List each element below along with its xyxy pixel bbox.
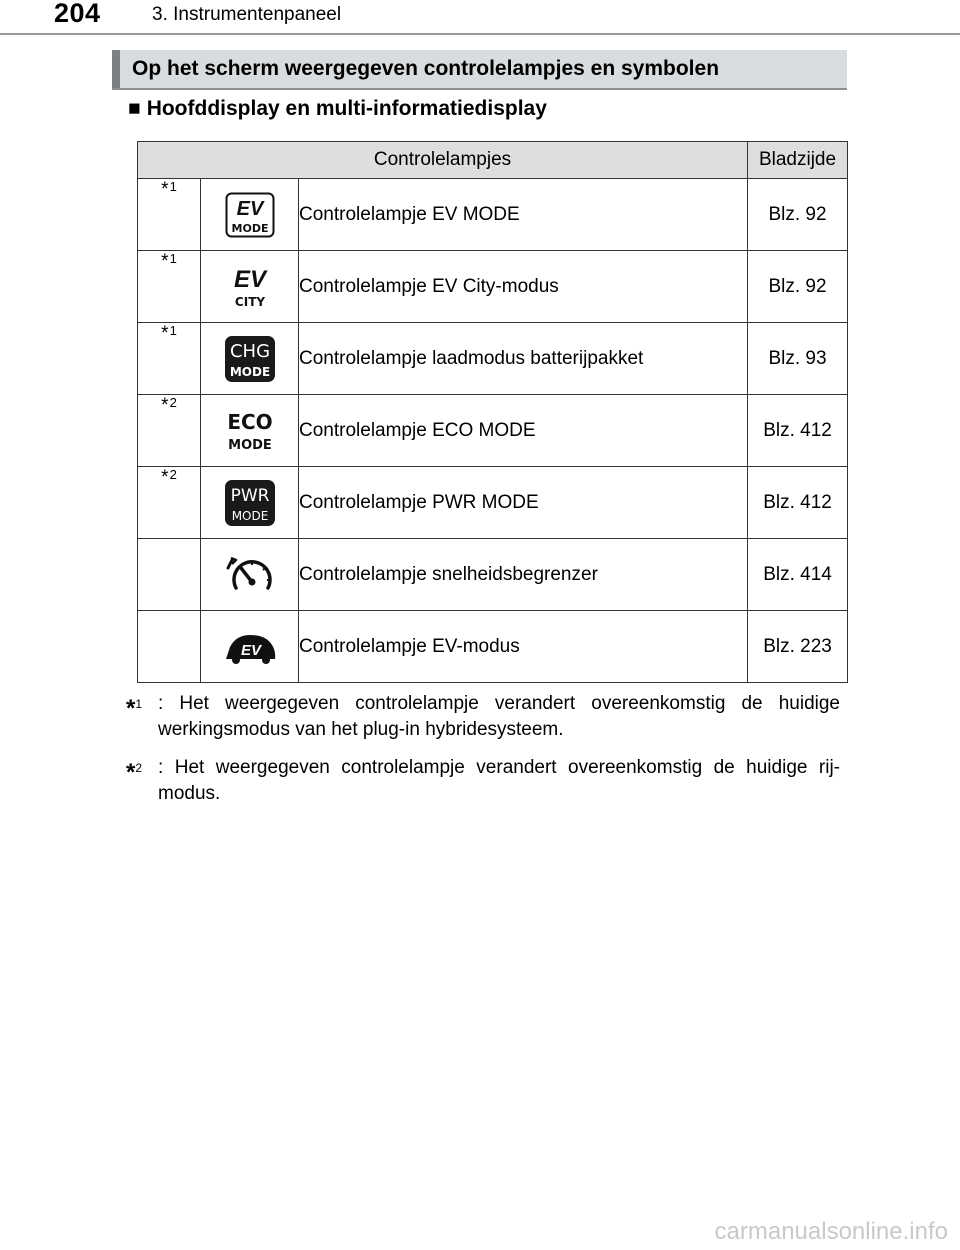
chapter-title: 3. Instrumentenpaneel [152,4,342,25]
header-page: Bladzijde [748,142,848,179]
footnote-mark: *$^1$ [138,251,201,323]
page-number: 204 [54,0,101,28]
ev-car-icon [201,611,299,683]
indicator-table [137,141,848,683]
footnote-mark-empty [138,539,201,611]
pwr-mode-icon [201,467,299,539]
subheading-text: Hoofddisplay en multi-informatiedisplay [146,97,547,120]
row-description: Controlelampje laadmodus batterijpakket [299,323,748,395]
svg-text:EV: EV [236,197,263,220]
svg-text:MODE: MODE [229,364,270,379]
footnote-mark: *$^2$ [138,395,201,467]
svg-text:CITY: CITY [234,294,265,309]
eco-mode-icon [201,395,299,467]
table-row [138,611,848,683]
footnote-mark-empty [138,611,201,683]
subheading [128,97,547,121]
table-header-row [138,142,848,179]
footnote-mark: *$^1$ [138,179,201,251]
row-description: Controlelampje EV City-modus [299,251,748,323]
ev-city-icon [201,251,299,323]
row-description: Controlelampje EV-modus [299,611,748,683]
table-row [138,395,848,467]
svg-text:CHG: CHG [229,340,270,362]
row-page-link[interactable]: Blz. 414 [748,539,848,611]
header-lamps: Controlelampjes [138,142,748,179]
footnote-2 [126,755,840,807]
row-description: Controlelampje snelheidsbegrenzer [299,539,748,611]
ev-mode-icon [201,179,299,251]
watermark: carmanualsonline.info [714,1218,948,1245]
footnote-2-text: : Het weergegeven controlelampje verandert overeenkomstig de huidige rij-modus. [158,757,840,804]
subheading-marker: ■ [128,97,141,120]
row-page-link[interactable]: Blz. 412 [748,395,848,467]
speed-limiter-icon [201,539,299,611]
row-page-link[interactable]: Blz. 92 [748,179,848,251]
svg-text:MODE: MODE [231,221,268,235]
footnote-1-text: : Het weergegeven controlelampje verandert overeenkomstig de huidige werkingsmodus van het plug-in hybridesysteem. [158,693,840,740]
svg-text:MODE: MODE [231,508,268,523]
section-title: Op het scherm weergegeven controlelampjes en symbolen [132,57,720,80]
footnote-1-marker: *$^1$ [126,695,143,722]
footnote-mark: *$^1$ [138,323,201,395]
row-page-link[interactable]: Blz. 93 [748,323,848,395]
table-row [138,467,848,539]
row-page-link[interactable]: Blz. 92 [748,251,848,323]
section-bar-accent [112,50,120,88]
row-description: Controlelampje ECO MODE [299,395,748,467]
footnote-1 [126,691,840,743]
row-page-link[interactable]: Blz. 412 [748,467,848,539]
row-page-link[interactable]: Blz. 223 [748,611,848,683]
svg-text:EV: EV [240,641,261,659]
svg-text:PWR: PWR [230,485,269,506]
svg-text:MODE: MODE [227,437,272,453]
table-row [138,179,848,251]
table-row [138,251,848,323]
table-row [138,323,848,395]
row-description: Controlelampje EV MODE [299,179,748,251]
header-rule [0,33,960,35]
section-title-bar [112,50,847,90]
footnote-2-marker: *$^2$ [126,759,143,786]
svg-text:EV: EV [233,265,266,293]
footnote-mark: *$^2$ [138,467,201,539]
chg-mode-icon [201,323,299,395]
row-description: Controlelampje PWR MODE [299,467,748,539]
table-row [138,539,848,611]
svg-text:ECO: ECO [226,409,273,434]
